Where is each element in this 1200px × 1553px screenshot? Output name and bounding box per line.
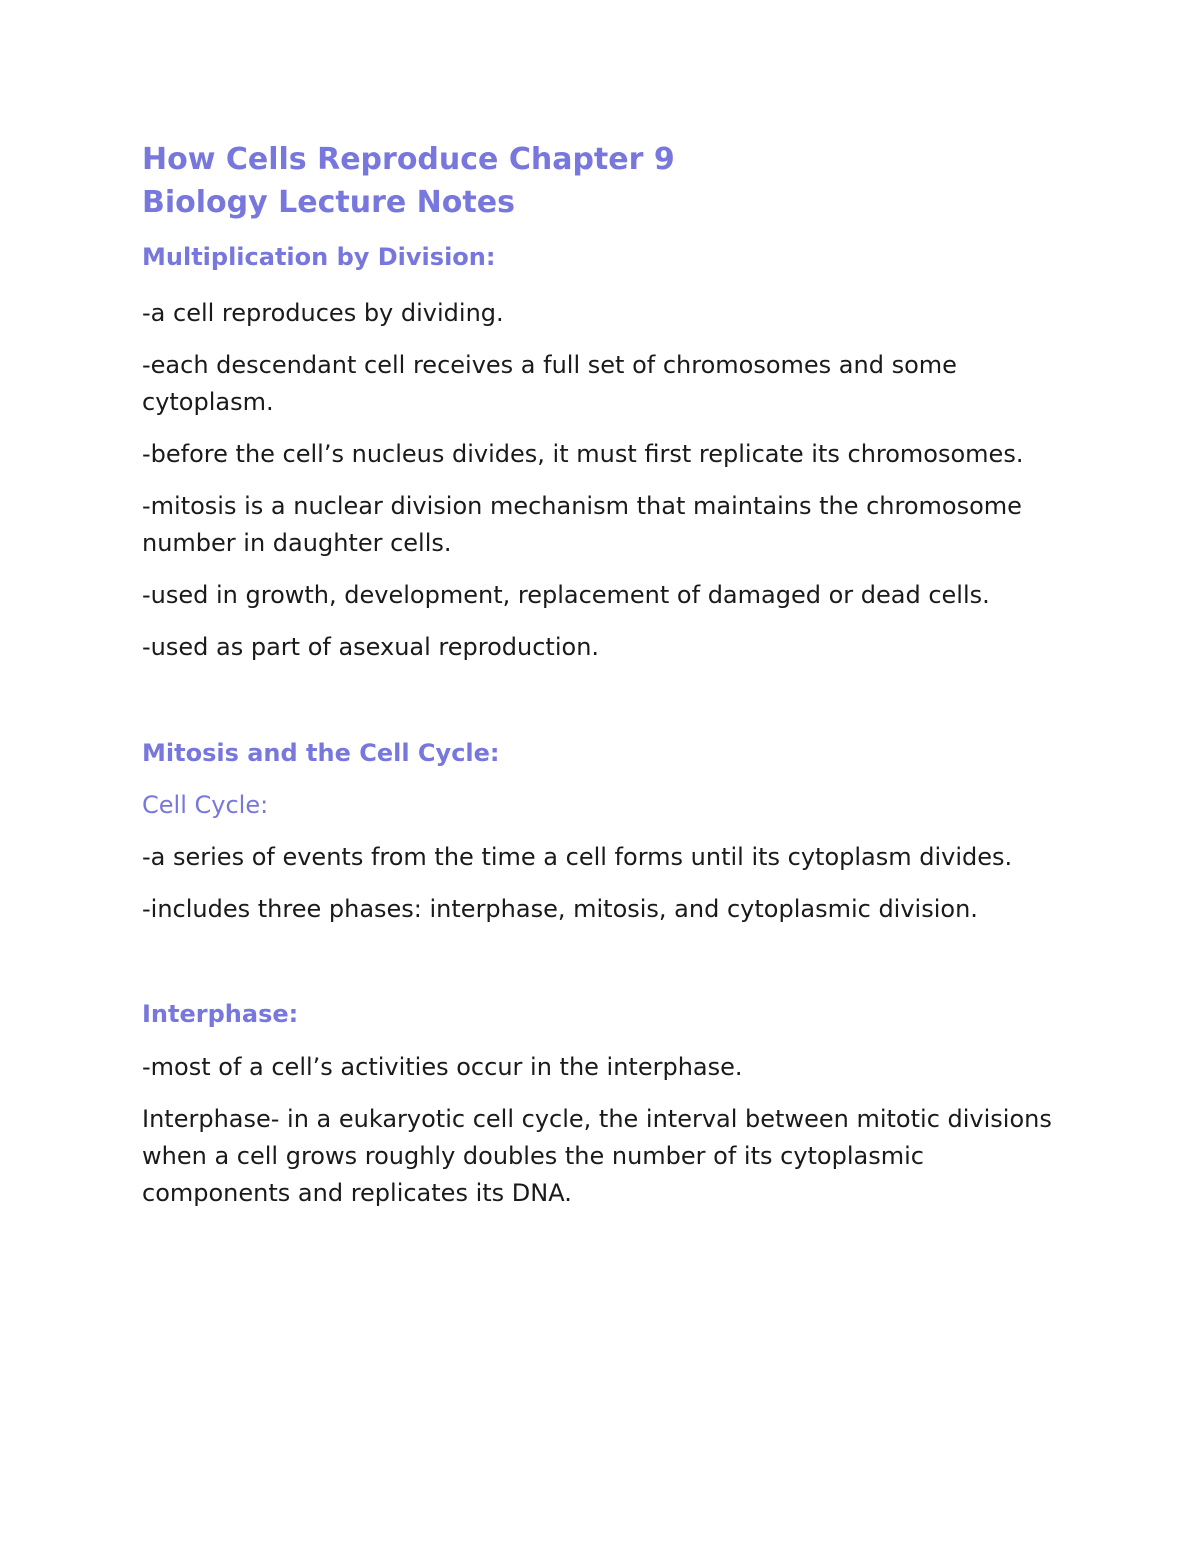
document-title-line-1: How Cells Reproduce Chapter 9 [142,142,675,177]
subheading-cell-cycle: Cell Cycle: [142,791,269,819]
paragraph: -used in growth, development, replacement of damaged or dead cells. [142,581,990,609]
section-heading-interphase: Interphase: [142,1000,299,1028]
paragraph: -mitosis is a nuclear division mechanism that maintains the chromosome number in daughter cells. [142,492,1022,557]
document-title-line-2: Biology Lecture Notes [142,185,515,220]
section-heading-multiplication: Multiplication by Division: [142,243,496,271]
section-heading-mitosis-cell-cycle: Mitosis and the Cell Cycle: [142,739,500,767]
paragraph: -includes three phases: interphase, mitosis, and cytoplasmic division. [142,895,978,923]
paragraph: -before the cell’s nucleus divides, it must first replicate its chromosomes. [142,440,1024,468]
paragraph: -most of a cell’s activities occur in the interphase. [142,1053,743,1081]
paragraph: -each descendant cell receives a full set of chromosomes and some cytoplasm. [142,351,957,416]
paragraph: -used as part of asexual reproduction. [142,633,600,661]
paragraph: Interphase- in a eukaryotic cell cycle, the interval between mitotic divisions when a cell grows roughly doubles the number of its cytoplasmic components and replicates its DNA. [142,1105,1052,1207]
paragraph: -a cell reproduces by dividing. [142,299,504,327]
paragraph: -a series of events from the time a cell forms until its cytoplasm divides. [142,843,1013,871]
document-body [142,138,1072,1212]
